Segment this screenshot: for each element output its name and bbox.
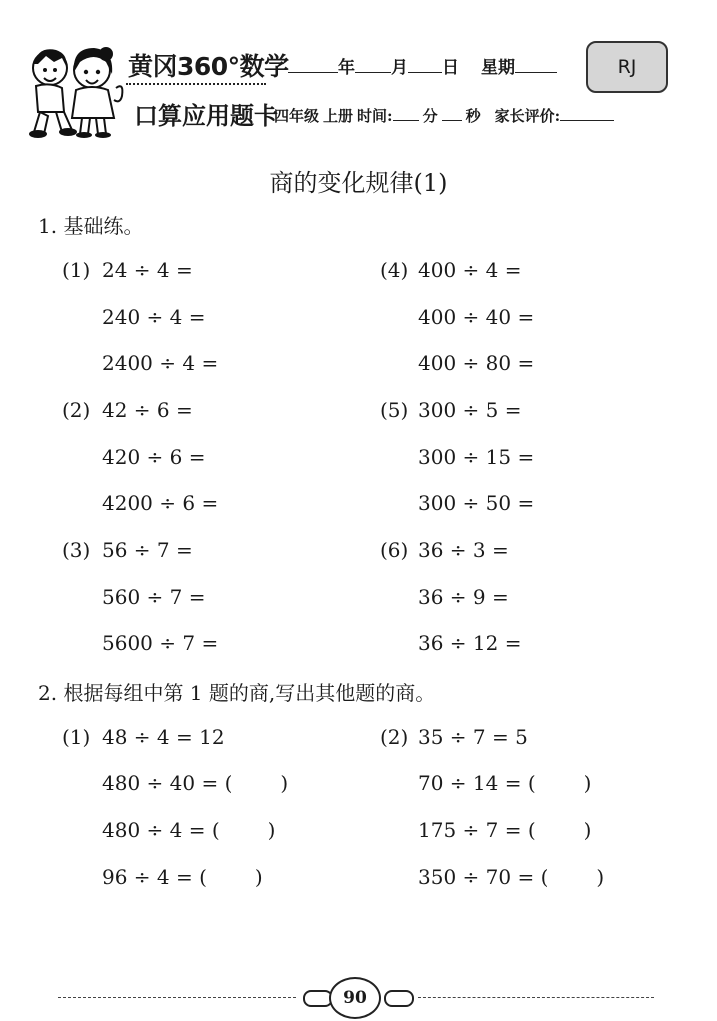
equation: 420 ÷ 6 =: [102, 445, 206, 469]
parent-blank[interactable]: [560, 106, 614, 121]
equation: 400 ÷ 40 =: [418, 305, 535, 329]
close-paren: ): [254, 865, 263, 889]
given-equation: 35 ÷ 7 = 5: [418, 725, 528, 749]
equation: 300 ÷ 5 =: [418, 398, 522, 422]
equation: 300 ÷ 50 =: [418, 491, 535, 515]
weekday-blank[interactable]: [515, 58, 557, 73]
weekday-label: 星期: [481, 58, 515, 78]
equation: 300 ÷ 15 =: [418, 445, 535, 469]
equation-text: 480 ÷ 4 = (: [102, 818, 220, 842]
equation: 56 ÷ 7 =: [102, 538, 193, 562]
given-equation: 48 ÷ 4 = 12: [102, 725, 225, 749]
term-label: 上册: [323, 107, 354, 125]
equation: 2400 ÷ 4 =: [102, 351, 219, 375]
page-title: 商的变化规律(1): [269, 169, 448, 197]
equation: 560 ÷ 7 =: [102, 585, 206, 609]
brand-divider: [126, 83, 266, 85]
equation: 400 ÷ 80 =: [418, 351, 535, 375]
brand-title: 黄冈360°数学: [128, 52, 289, 81]
month-blank[interactable]: [355, 58, 391, 73]
group-label: (4): [380, 258, 409, 282]
equation: 42 ÷ 6 =: [102, 398, 193, 422]
section2-heading: 2. 根据每组中第 1 题的商,写出其他题的商。: [38, 681, 436, 705]
footer-divider-right: [418, 997, 654, 998]
page-number: 90: [329, 977, 381, 1019]
month-label: 月: [391, 58, 408, 78]
group-label: (1): [62, 258, 91, 282]
date-fields: [288, 53, 557, 78]
group-label: (2): [380, 725, 409, 749]
close-paren: ): [583, 818, 592, 842]
day-label: 日: [442, 58, 459, 78]
group-label: (5): [380, 398, 409, 422]
year-blank[interactable]: [288, 58, 338, 73]
grade-label: 四年级: [274, 107, 320, 125]
group-label: (6): [380, 538, 409, 562]
group-label: (2): [62, 398, 91, 422]
answer-equation: [102, 865, 263, 889]
footer-pill-right: [384, 990, 414, 1007]
parent-label: 家长评价:: [494, 107, 561, 125]
minute-label: 分: [422, 107, 438, 125]
equation: 240 ÷ 4 =: [102, 305, 206, 329]
equation: 36 ÷ 3 =: [418, 538, 509, 562]
second-label: 秒: [465, 107, 481, 125]
equation: 24 ÷ 4 =: [102, 258, 193, 282]
footer-divider-left: [58, 997, 296, 998]
edition-badge: RJ: [586, 41, 668, 93]
answer-equation: [418, 818, 591, 842]
equation-text: 480 ÷ 40 = (: [102, 771, 233, 795]
answer-equation: [102, 771, 288, 795]
equation-text: 350 ÷ 70 = (: [418, 865, 549, 889]
answer-equation: [102, 818, 275, 842]
time-label: 时间:: [357, 107, 393, 125]
day-blank[interactable]: [408, 58, 442, 73]
kids-mascot-icon: [16, 38, 128, 138]
equation: 4200 ÷ 6 =: [102, 491, 219, 515]
close-paren: ): [280, 771, 289, 795]
year-label: 年: [338, 58, 355, 78]
section1-heading: 1. 基础练。: [38, 214, 144, 238]
card-title: 口算应用题卡: [134, 102, 278, 130]
second-blank[interactable]: [442, 106, 462, 121]
group-label: (1): [62, 725, 91, 749]
equation: 5600 ÷ 7 =: [102, 631, 219, 655]
close-paren: ): [583, 771, 592, 795]
group-label: (3): [62, 538, 91, 562]
equation: 36 ÷ 9 =: [418, 585, 509, 609]
close-paren: ): [267, 818, 276, 842]
equation-text: 96 ÷ 4 = (: [102, 865, 207, 889]
equation-text: 175 ÷ 7 = (: [418, 818, 536, 842]
equation-text: 70 ÷ 14 = (: [418, 771, 536, 795]
equation: 400 ÷ 4 =: [418, 258, 522, 282]
meta-fields: [274, 105, 618, 126]
close-paren: ): [596, 865, 605, 889]
minute-blank[interactable]: [393, 106, 419, 121]
answer-equation: [418, 865, 604, 889]
answer-equation: [418, 771, 591, 795]
equation: 36 ÷ 12 =: [418, 631, 522, 655]
